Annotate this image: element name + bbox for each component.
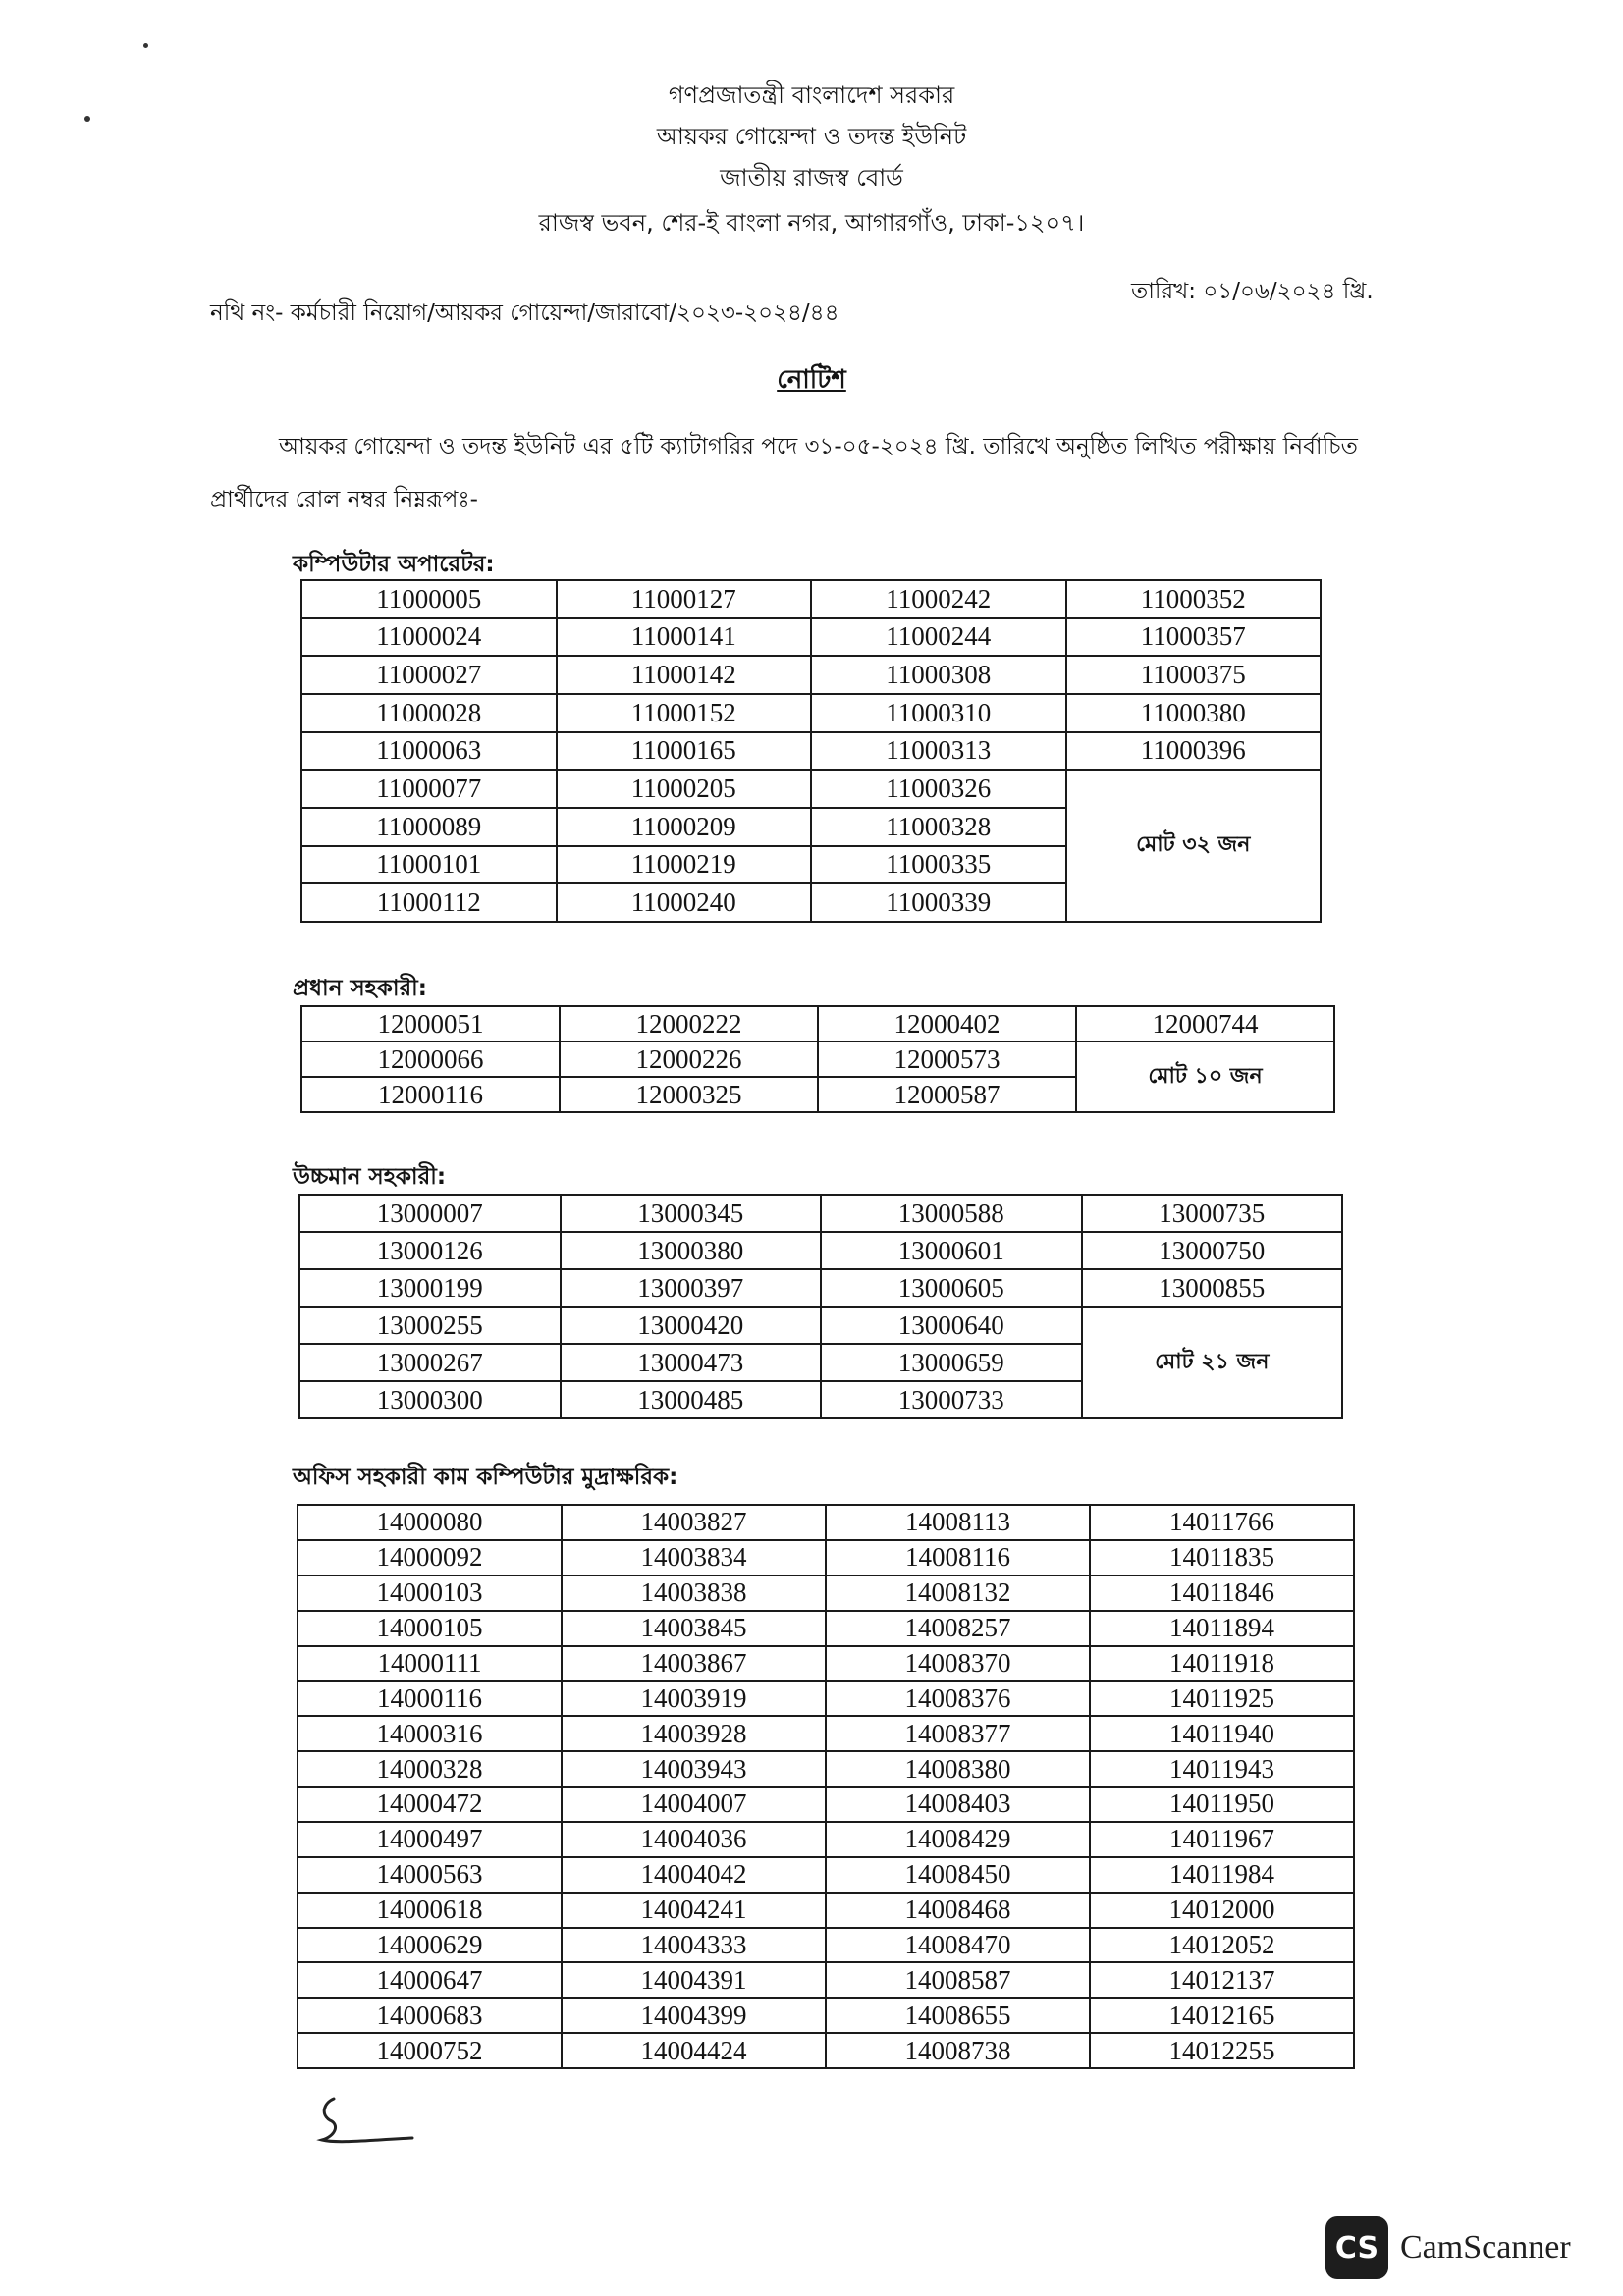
roll-number-cell: 12000222 (560, 1006, 818, 1041)
roll-number-cell: 14011950 (1090, 1787, 1354, 1822)
roll-number-cell: 13000601 (821, 1232, 1082, 1269)
table-row (298, 1505, 1354, 1540)
table-row (299, 1195, 1342, 1232)
total-count-cell: মোট ৩২ জন (1066, 770, 1322, 922)
roll-number-cell: 11000152 (557, 694, 812, 732)
roll-number-cell: 13000750 (1082, 1232, 1343, 1269)
roll-table-computer-operator (300, 579, 1322, 923)
roll-number-cell: 11000142 (557, 656, 812, 694)
table-row (298, 1716, 1354, 1751)
roll-number-cell: 14008655 (826, 1998, 1090, 2033)
roll-number-cell: 12000587 (818, 1077, 1076, 1112)
roll-number-cell: 14008257 (826, 1611, 1090, 1646)
table-row (298, 1681, 1354, 1716)
roll-number-cell: 14000497 (298, 1822, 562, 1857)
roll-number-cell: 14008468 (826, 1893, 1090, 1928)
roll-number-cell: 14008370 (826, 1646, 1090, 1682)
roll-number-cell: 14011925 (1090, 1681, 1354, 1716)
roll-table-upper-division-assistant (298, 1194, 1343, 1419)
roll-number-cell: 14004391 (562, 1962, 826, 1998)
table-row (298, 1893, 1354, 1928)
roll-number-cell: 14000103 (298, 1575, 562, 1611)
roll-number-cell: 11000027 (301, 656, 557, 694)
roll-number-cell: 13000345 (561, 1195, 822, 1232)
roll-number-cell: 14003919 (562, 1681, 826, 1716)
roll-number-cell: 13000588 (821, 1195, 1082, 1232)
roll-number-cell: 14003867 (562, 1646, 826, 1682)
board-name: জাতীয় রাজস্ব বোর্ড (720, 164, 903, 191)
roll-number-cell: 12000325 (560, 1077, 818, 1112)
roll-number-cell: 11000244 (811, 618, 1066, 657)
roll-number-cell: 11000328 (811, 808, 1066, 846)
roll-number-cell: 13000640 (821, 1307, 1082, 1344)
roll-number-cell: 13000255 (299, 1307, 561, 1344)
roll-number-cell: 11000165 (557, 732, 812, 771)
camscanner-text: CamScanner (1400, 2229, 1571, 2266)
roll-number-cell: 11000024 (301, 618, 557, 657)
table-row (299, 1232, 1342, 1269)
roll-number-cell: 13000420 (561, 1307, 822, 1344)
roll-number-cell: 14011835 (1090, 1540, 1354, 1575)
table-row (298, 1857, 1354, 1893)
table-row (298, 1646, 1354, 1682)
table-row (298, 1575, 1354, 1611)
roll-number-cell: 14000316 (298, 1716, 562, 1751)
roll-number-cell: 14000752 (298, 2033, 562, 2068)
roll-number-cell: 14011943 (1090, 1751, 1354, 1787)
roll-number-cell: 14000629 (298, 1928, 562, 1963)
roll-number-cell: 11000219 (557, 846, 812, 884)
section-title: উচ্চমান সহকারী: (293, 1164, 447, 1190)
roll-number-cell: 14008116 (826, 1540, 1090, 1575)
memo-number: নথি নং- কর্মচারী নিয়োগ/আয়কর গোয়েন্দা/জারাবো/২০২৩-২০২৪/৪৪ (210, 300, 839, 326)
roll-number-cell: 14011766 (1090, 1505, 1354, 1540)
roll-number-cell: 12000573 (818, 1041, 1076, 1077)
roll-number-cell: 14000683 (298, 1998, 562, 2033)
roll-number-cell: 11000205 (557, 770, 812, 808)
roll-number-cell: 14000116 (298, 1681, 562, 1716)
table-row (298, 1540, 1354, 1575)
section-title: কম্পিউটার অপারেটর: (293, 552, 495, 577)
memo-date: তারিখ: ০১/০৬/২০২৪ খ্রি. (1131, 279, 1374, 304)
roll-number-cell: 14004036 (562, 1822, 826, 1857)
table-row (301, 580, 1321, 618)
roll-number-cell: 14011918 (1090, 1646, 1354, 1682)
table-row (298, 1751, 1354, 1787)
roll-number-cell: 14008470 (826, 1928, 1090, 1963)
roll-table-office-assistant (297, 1504, 1355, 2069)
roll-number-cell: 13000199 (299, 1269, 561, 1307)
roll-number-cell: 11000375 (1066, 656, 1322, 694)
roll-number-cell: 13000126 (299, 1232, 561, 1269)
table-row (298, 1998, 1354, 2033)
office-address: রাজস্ব ভবন, শের-ই বাংলা নগর, আগারগাঁও, ঢাকা-১২০৭। (538, 209, 1085, 237)
roll-number-cell: 13000300 (299, 1381, 561, 1418)
intro-paragraph: আয়কর গোয়েন্দা ও তদন্ত ইউনিট এর ৫টি ক্যাটাগরির পদে ৩১-০৫-২০২৪ খ্রি. তারিখে অনুষ্ঠিত লিখিত পরীক্ষায় নির্বাচিত প্রার্থীদের রোল নম্বর নিম্নরূপঃ- (210, 434, 1358, 512)
roll-number-cell: 14003943 (562, 1751, 826, 1787)
notice-title: নোটিশ (777, 365, 846, 395)
roll-number-cell: 11000141 (557, 618, 812, 657)
roll-number-cell: 11000077 (301, 770, 557, 808)
roll-table-head-assistant (300, 1005, 1335, 1113)
roll-number-cell: 14012137 (1090, 1962, 1354, 1998)
roll-number-cell: 13000380 (561, 1232, 822, 1269)
roll-number-cell: 13000485 (561, 1381, 822, 1418)
roll-number-cell: 14003928 (562, 1716, 826, 1751)
camscanner-logo-icon: CS (1325, 2216, 1388, 2279)
roll-number-cell: 14004007 (562, 1787, 826, 1822)
roll-number-cell: 13000855 (1082, 1269, 1343, 1307)
roll-number-cell: 13000007 (299, 1195, 561, 1232)
table-row (298, 1611, 1354, 1646)
table-row (301, 732, 1321, 771)
roll-number-cell: 14004333 (562, 1928, 826, 1963)
roll-number-cell: 13000397 (561, 1269, 822, 1307)
section-title: অফিস সহকারী কাম কম্পিউটার মুদ্রাক্ষরিক: (293, 1465, 678, 1490)
table-row (298, 1962, 1354, 1998)
table-row (299, 1307, 1342, 1344)
section-title: প্রধান সহকারী: (293, 976, 427, 1001)
camscanner-watermark (1325, 2216, 1571, 2279)
roll-number-cell: 12000051 (301, 1006, 560, 1041)
roll-number-cell: 14008113 (826, 1505, 1090, 1540)
total-count-cell: মোট ২১ জন (1082, 1307, 1343, 1418)
roll-number-cell: 12000226 (560, 1041, 818, 1077)
roll-number-cell: 11000380 (1066, 694, 1322, 732)
roll-number-cell: 13000605 (821, 1269, 1082, 1307)
roll-number-cell: 14000105 (298, 1611, 562, 1646)
roll-number-cell: 14011894 (1090, 1611, 1354, 1646)
roll-number-cell: 14008587 (826, 1962, 1090, 1998)
roll-number-cell: 11000209 (557, 808, 812, 846)
roll-number-cell: 14003845 (562, 1611, 826, 1646)
roll-number-cell: 11000005 (301, 580, 557, 618)
roll-number-cell: 14004241 (562, 1893, 826, 1928)
roll-number-cell: 14008377 (826, 1716, 1090, 1751)
roll-number-cell: 13000267 (299, 1344, 561, 1381)
govt-name: গণপ্রজাতন্ত্রী বাংলাদেশ সরকার (668, 81, 955, 109)
table-row (301, 694, 1321, 732)
roll-number-cell: 11000352 (1066, 580, 1322, 618)
roll-number-cell: 14000563 (298, 1857, 562, 1893)
roll-number-cell: 14012255 (1090, 2033, 1354, 2068)
signature (312, 2093, 420, 2152)
roll-number-cell: 14008403 (826, 1787, 1090, 1822)
total-count-cell: মোট ১০ জন (1076, 1041, 1334, 1112)
roll-number-cell: 11000313 (811, 732, 1066, 771)
roll-number-cell: 14000080 (298, 1505, 562, 1540)
roll-number-cell: 14003834 (562, 1540, 826, 1575)
roll-number-cell: 14000111 (298, 1646, 562, 1682)
roll-number-cell: 14011846 (1090, 1575, 1354, 1611)
scan-speck (143, 43, 148, 48)
roll-number-cell: 13000733 (821, 1381, 1082, 1418)
roll-number-cell: 11000127 (557, 580, 812, 618)
roll-number-cell: 14008450 (826, 1857, 1090, 1893)
roll-number-cell: 12000744 (1076, 1006, 1334, 1041)
roll-number-cell: 11000335 (811, 846, 1066, 884)
roll-number-cell: 14004042 (562, 1857, 826, 1893)
roll-number-cell: 14004424 (562, 2033, 826, 2068)
table-row (301, 656, 1321, 694)
roll-number-cell: 11000063 (301, 732, 557, 771)
table-row (298, 2033, 1354, 2068)
table-row (301, 1006, 1334, 1041)
table-row (301, 770, 1321, 808)
roll-number-cell: 14000472 (298, 1787, 562, 1822)
roll-number-cell: 11000089 (301, 808, 557, 846)
roll-number-cell: 11000101 (301, 846, 557, 884)
roll-number-cell: 14003827 (562, 1505, 826, 1540)
roll-number-cell: 11000112 (301, 883, 557, 922)
roll-number-cell: 11000028 (301, 694, 557, 732)
roll-number-cell: 14011984 (1090, 1857, 1354, 1893)
roll-number-cell: 11000310 (811, 694, 1066, 732)
table-row (301, 618, 1321, 657)
roll-number-cell: 14004399 (562, 1998, 826, 2033)
roll-number-cell: 11000242 (811, 580, 1066, 618)
table-row (298, 1787, 1354, 1822)
table-row (299, 1269, 1342, 1307)
roll-number-cell: 11000339 (811, 883, 1066, 922)
roll-number-cell: 14012000 (1090, 1893, 1354, 1928)
roll-number-cell: 11000326 (811, 770, 1066, 808)
roll-number-cell: 14000647 (298, 1962, 562, 1998)
roll-number-cell: 14012052 (1090, 1928, 1354, 1963)
roll-number-cell: 11000357 (1066, 618, 1322, 657)
table-row (301, 1041, 1334, 1077)
roll-number-cell: 12000116 (301, 1077, 560, 1112)
roll-number-cell: 14011967 (1090, 1822, 1354, 1857)
roll-number-cell: 13000735 (1082, 1195, 1343, 1232)
roll-number-cell: 14008132 (826, 1575, 1090, 1611)
roll-number-cell: 14008738 (826, 2033, 1090, 2068)
roll-number-cell: 14000328 (298, 1751, 562, 1787)
roll-number-cell: 11000308 (811, 656, 1066, 694)
table-row (298, 1822, 1354, 1857)
roll-number-cell: 14008376 (826, 1681, 1090, 1716)
roll-number-cell: 13000473 (561, 1344, 822, 1381)
roll-number-cell: 14003838 (562, 1575, 826, 1611)
roll-number-cell: 11000240 (557, 883, 812, 922)
roll-number-cell: 12000066 (301, 1041, 560, 1077)
roll-number-cell: 14000092 (298, 1540, 562, 1575)
unit-name: আয়কর গোয়েন্দা ও তদন্ত ইউনিট (656, 123, 967, 150)
roll-number-cell: 14008380 (826, 1751, 1090, 1787)
roll-number-cell: 13000659 (821, 1344, 1082, 1381)
roll-number-cell: 14012165 (1090, 1998, 1354, 2033)
table-row (298, 1928, 1354, 1963)
roll-number-cell: 11000396 (1066, 732, 1322, 771)
roll-number-cell: 14000618 (298, 1893, 562, 1928)
roll-number-cell: 14011940 (1090, 1716, 1354, 1751)
roll-number-cell: 14008429 (826, 1822, 1090, 1857)
roll-number-cell: 12000402 (818, 1006, 1076, 1041)
